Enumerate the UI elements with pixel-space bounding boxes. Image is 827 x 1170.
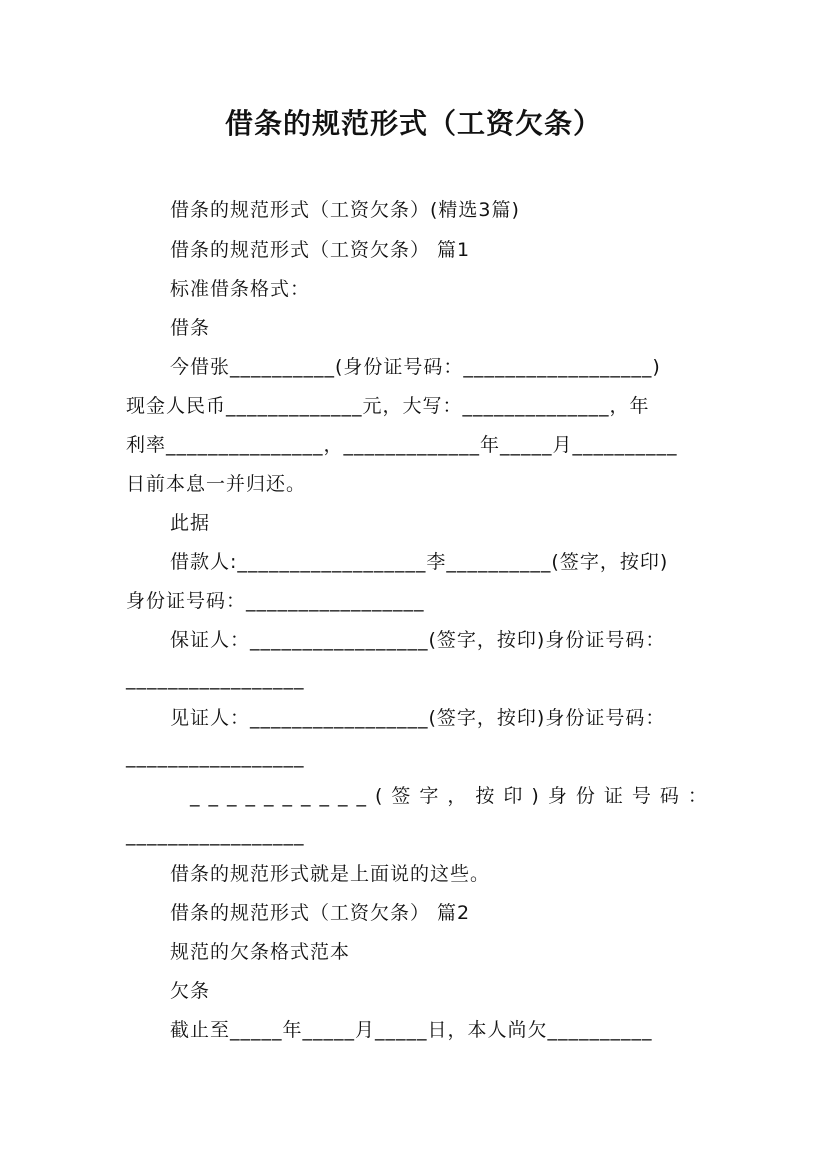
paragraph-line: 规范的欠条格式范本 xyxy=(170,941,351,963)
paragraph-line: 截止至_____年_____月_____日，本人尚欠__________ xyxy=(170,1019,653,1041)
paragraph-line: 身份证号码：_________________ xyxy=(126,590,425,612)
paragraph-line: 借条 xyxy=(170,317,211,339)
paragraph-line: 现金人民币_____________元，大写：______________，年 xyxy=(126,395,650,417)
paragraph-line: _________________ xyxy=(126,824,305,846)
paragraph-line: __________(签字，按印)身份证号码： xyxy=(190,785,716,807)
paragraph-line: 保证人：_________________(签字，按印)身份证号码： xyxy=(170,629,666,651)
subtitle-line: 借条的规范形式（工资欠条）(精选3篇) xyxy=(170,199,520,221)
paragraph-line: 欠条 xyxy=(170,980,211,1002)
paragraph-line: 此据 xyxy=(170,512,211,534)
section-heading-2: 借条的规范形式（工资欠条） 篇2 xyxy=(170,902,471,924)
paragraph-line: 利率_______________，_____________年_____月__________ xyxy=(126,434,678,456)
paragraph-line: 借条的规范形式就是上面说的这些。 xyxy=(170,863,491,885)
paragraph-line: 见证人：_________________(签字，按印)身份证号码： xyxy=(170,707,666,729)
document-title: 借条的规范形式（工资欠条） xyxy=(224,107,602,140)
section-heading-1: 借条的规范形式（工资欠条） 篇1 xyxy=(170,239,471,261)
paragraph-line: 日前本息一并归还。 xyxy=(126,473,307,495)
paragraph-line: _________________ xyxy=(126,668,305,690)
paragraph-line: 今借张__________(身份证号码：__________________) xyxy=(170,356,661,378)
paragraph-line: 借款人:__________________李__________(签字，按印) xyxy=(170,551,669,573)
paragraph-line: _________________ xyxy=(126,746,305,768)
paragraph-line: 标准借条格式： xyxy=(170,278,311,300)
